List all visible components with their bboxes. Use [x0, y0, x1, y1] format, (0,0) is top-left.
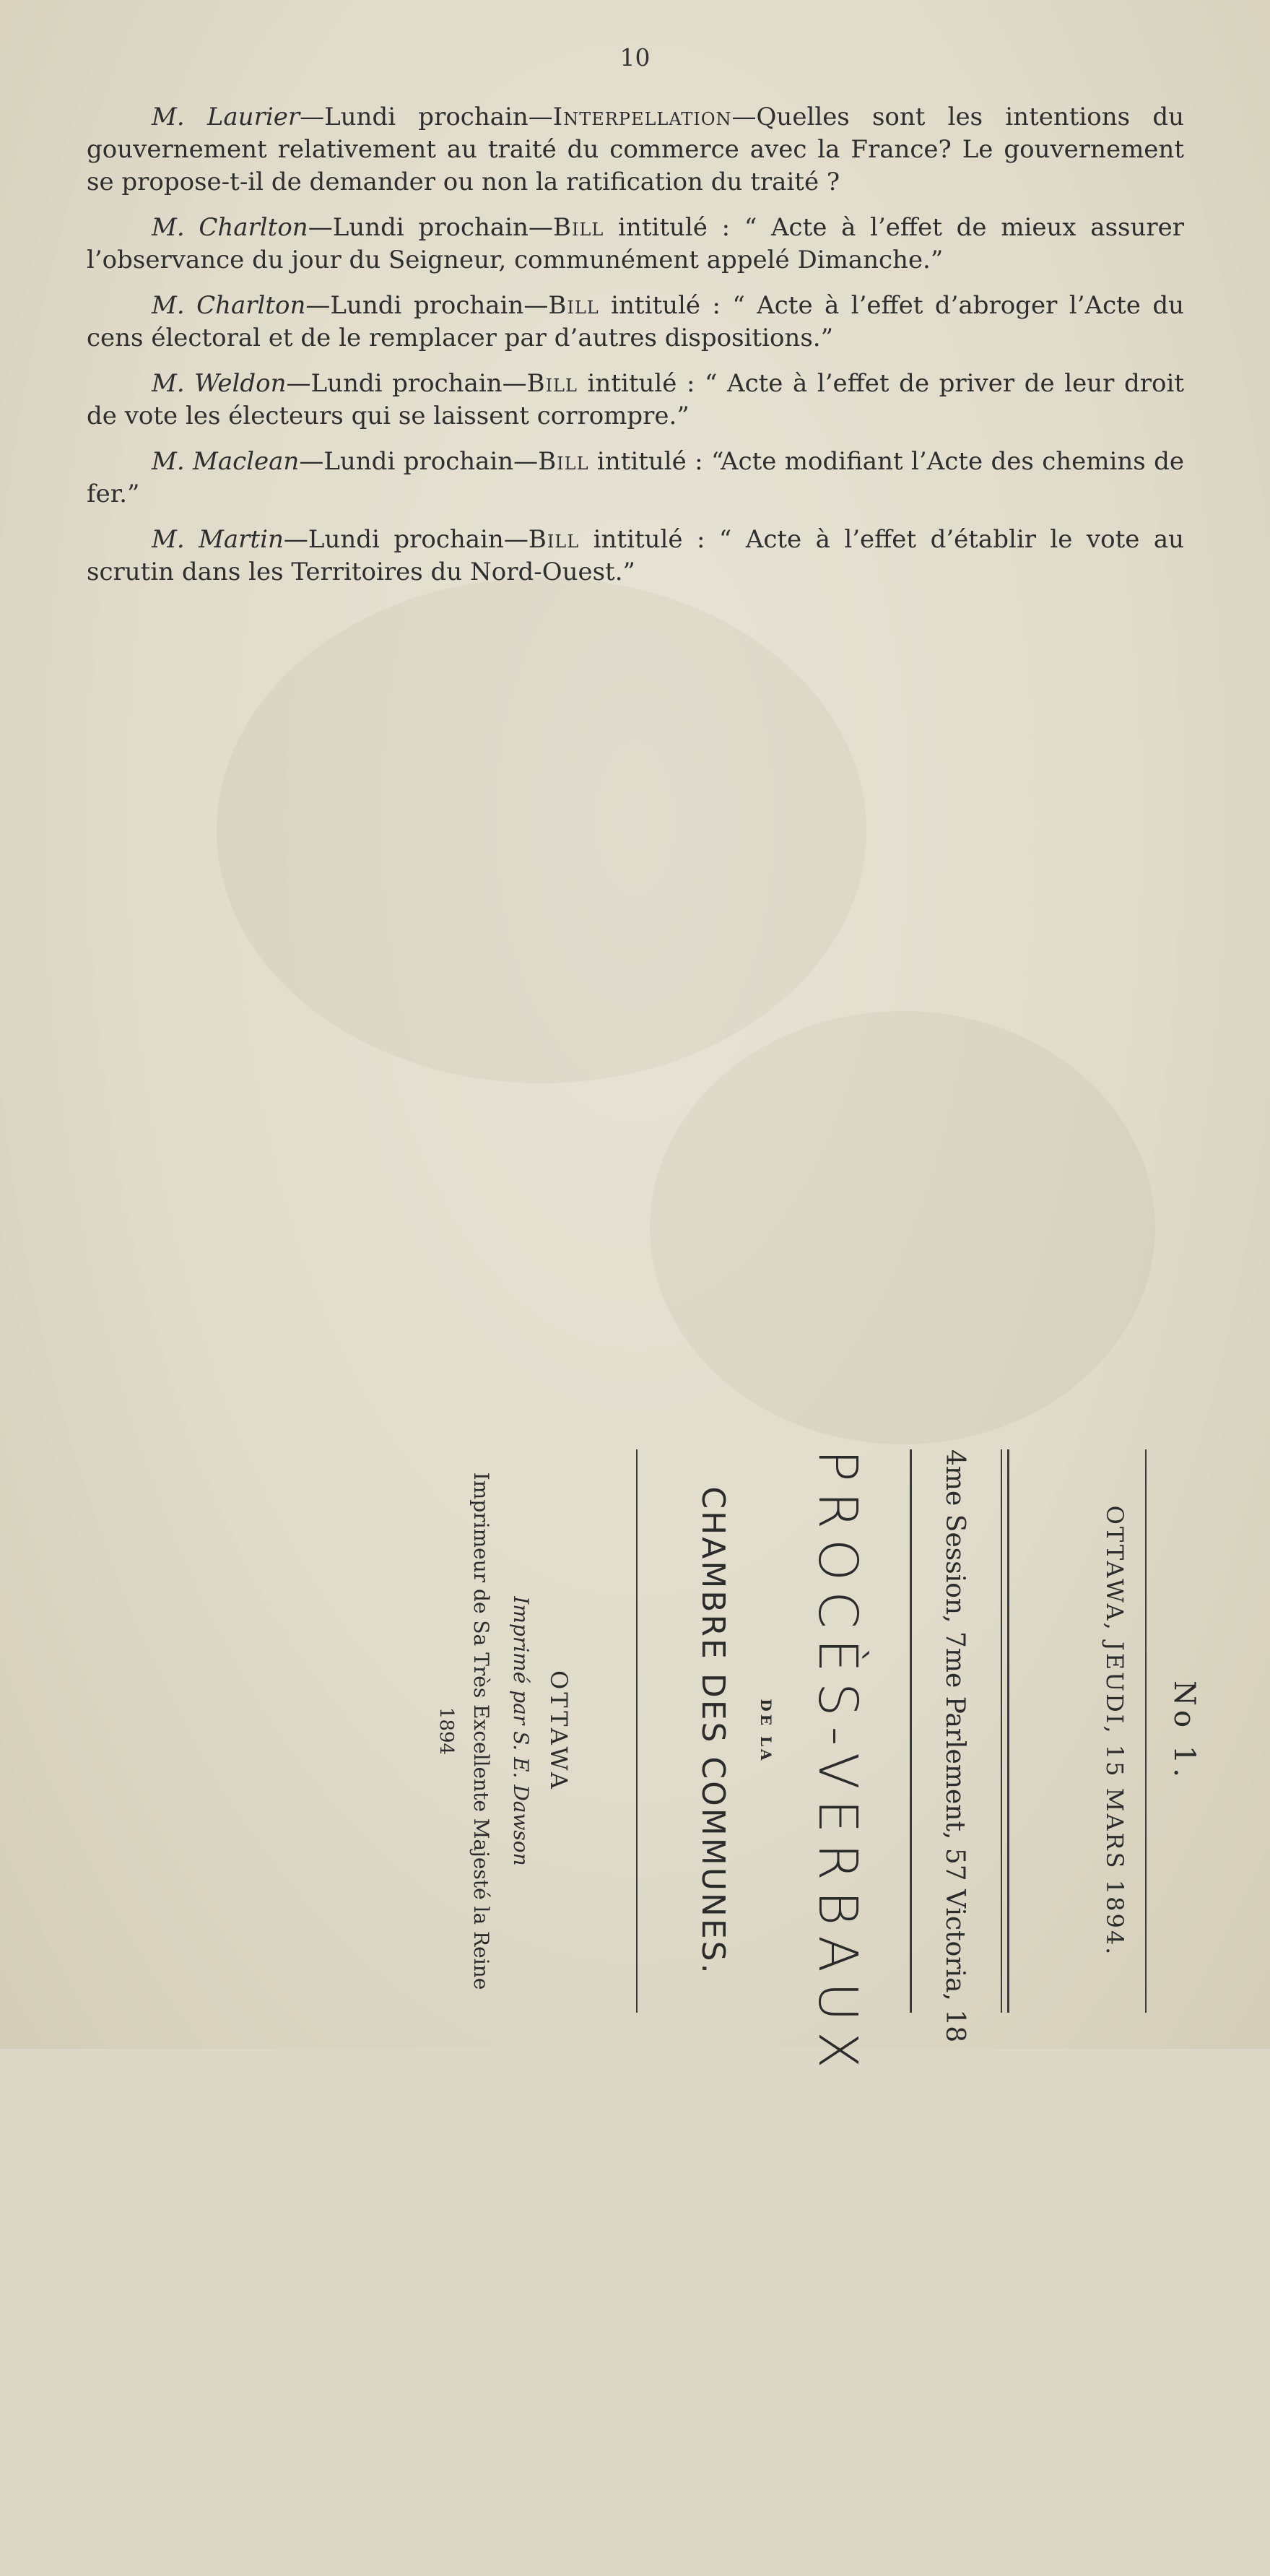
title-page-block — [82, 1449, 1201, 2576]
notice-text: intitulé : “ Acte à l’effet de priver de leur droit de vote les électeurs qui se laissent corrompre.” — [87, 369, 1184, 430]
notice-paragraph — [87, 446, 1184, 511]
notice-prefix: —Lundi prochain— — [283, 525, 529, 554]
member-name: M. Maclean — [152, 447, 300, 476]
rotated-title-content — [82, 1449, 1208, 2078]
notice-paragraph — [87, 368, 1184, 433]
imprint-year: 1894 — [435, 1707, 457, 1756]
notice-type: Bill — [528, 525, 580, 554]
divider-rule — [1145, 1449, 1147, 2013]
document-title: PROCÈS-VERBAUX — [806, 1449, 869, 2078]
member-name: M. Weldon — [152, 369, 287, 398]
page-number: 10 — [619, 43, 651, 71]
paper-stain — [217, 578, 866, 1083]
notice-text: —Quelles sont les intentions du gouvernement relativement au traité du commerce avec la France? Le gouvernement se propose-t-il de demander ou non la ratification du traité ? — [87, 103, 1184, 196]
notice-paragraph — [87, 212, 1184, 277]
issue-date: OTTAWA, JEUDI, 15 MARS 1894. — [1101, 1505, 1128, 1957]
minutes-body — [87, 101, 1184, 602]
member-name: M. Martin — [152, 525, 284, 554]
member-name: M. Charlton — [152, 291, 306, 320]
notice-prefix: —Lundi prochain— — [299, 447, 539, 476]
notice-text: intitulé : “ Acte à l’effet d’abroger l’Acte du cens électoral et de le remplacer par d’autres dispositions.” — [87, 291, 1184, 352]
imprint-city: OTTAWA — [545, 1670, 573, 1792]
member-name: M. Laurier — [152, 103, 300, 131]
printer-name: Imprimé par S. E. Dawson — [509, 1596, 533, 1866]
notice-type: Bill — [548, 291, 599, 320]
chamber-name: CHAMBRE DES COMMUNES. — [695, 1486, 731, 1976]
divider-rule — [1001, 1449, 1002, 2013]
paper-stain — [650, 1011, 1155, 1444]
notice-type: Bill — [526, 369, 578, 398]
notice-text: intitulé : “ Acte à l’effet de mieux assurer l’observance du jour du Seigneur, communément appelé Dimanche.” — [87, 213, 1184, 274]
notice-paragraph — [87, 290, 1184, 355]
notice-prefix: —Lundi prochain— — [308, 213, 553, 242]
notice-type: Interpellation — [552, 103, 732, 131]
notice-type: Bill — [552, 213, 604, 242]
title-connector: DE LA — [757, 1699, 775, 1764]
member-name: M. Charlton — [152, 213, 308, 242]
notice-type: Bill — [538, 447, 589, 476]
notice-prefix: —Lundi prochain— — [305, 291, 549, 320]
divider-rule — [910, 1449, 912, 2013]
divider-rule — [636, 1449, 638, 2013]
issue-number: No 1. — [1167, 1681, 1201, 1782]
notice-text: intitulé : “Acte modifiant l’Acte des chemins de fer.” — [87, 447, 1184, 508]
notice-prefix: —Lundi prochain— — [286, 369, 527, 398]
notice-text: intitulé : “ Acte à l’effet d’établir le vote au scrutin dans les Territoires du Nord-Ouest.” — [87, 525, 1184, 586]
notice-paragraph — [87, 101, 1184, 199]
printer-title: Imprimeur de Sa Très Excellente Majesté la Reine — [469, 1472, 493, 1990]
divider-rule — [1007, 1449, 1009, 2013]
notice-paragraph — [87, 524, 1184, 589]
session-info: 4me Session, 7me Parlement, 57 Victoria, 18 — [940, 1449, 970, 2043]
notice-prefix: —Lundi prochain— — [300, 103, 553, 131]
